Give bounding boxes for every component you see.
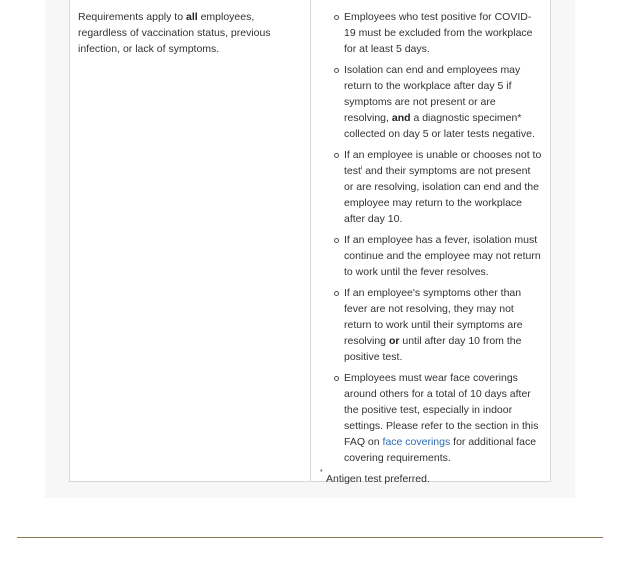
requirements-table xyxy=(69,0,551,485)
list-item: Employees must wear face coverings around others for a total of 10 days after the positive test, especially in indoor settings. Please refer to the section in this FAQ on face coverings for additional face covering requirements. xyxy=(344,370,542,466)
isolation-requirements-list xyxy=(323,9,542,466)
requirements-text: Requirements apply to all employees, regardless of vaccination status, previous infection, or lack of symptoms. xyxy=(78,11,271,55)
emphasis-all: all xyxy=(185,11,198,23)
list-item: If an employee is unable or chooses not to test$^i$ and their symptoms are not present or are resolving, isolation can end and the employee may return to the workplace after day 10. xyxy=(344,149,542,225)
list-item: If an employee has a fever, isolation must continue and the employee may not return to work until the fever resolves. xyxy=(344,234,541,278)
list-item: Isolation can end and employees may return to the workplace after day 5 if symptoms are not present or are resolving, and a diagnostic specimen* collected on day 5 or later tests negative. xyxy=(344,62,542,142)
footnote: * Antigen test preferred. xyxy=(323,471,542,487)
section-divider xyxy=(17,537,603,538)
footnote-superscript: i xyxy=(360,165,363,172)
list-item: If an employee's symptoms other than fever are not resolving, they may not return to work until their symptoms are resolving or until after day 10 from the positive test. xyxy=(344,285,542,365)
table-cell-right xyxy=(311,0,550,485)
table-cell-left xyxy=(70,0,311,481)
footnote-mark: * xyxy=(320,469,323,476)
list-item: Employees who test positive for COVID-19 must be excluded from the workplace for at least 5 days. xyxy=(344,9,542,57)
face-coverings-link[interactable]: face coverings xyxy=(382,436,451,448)
